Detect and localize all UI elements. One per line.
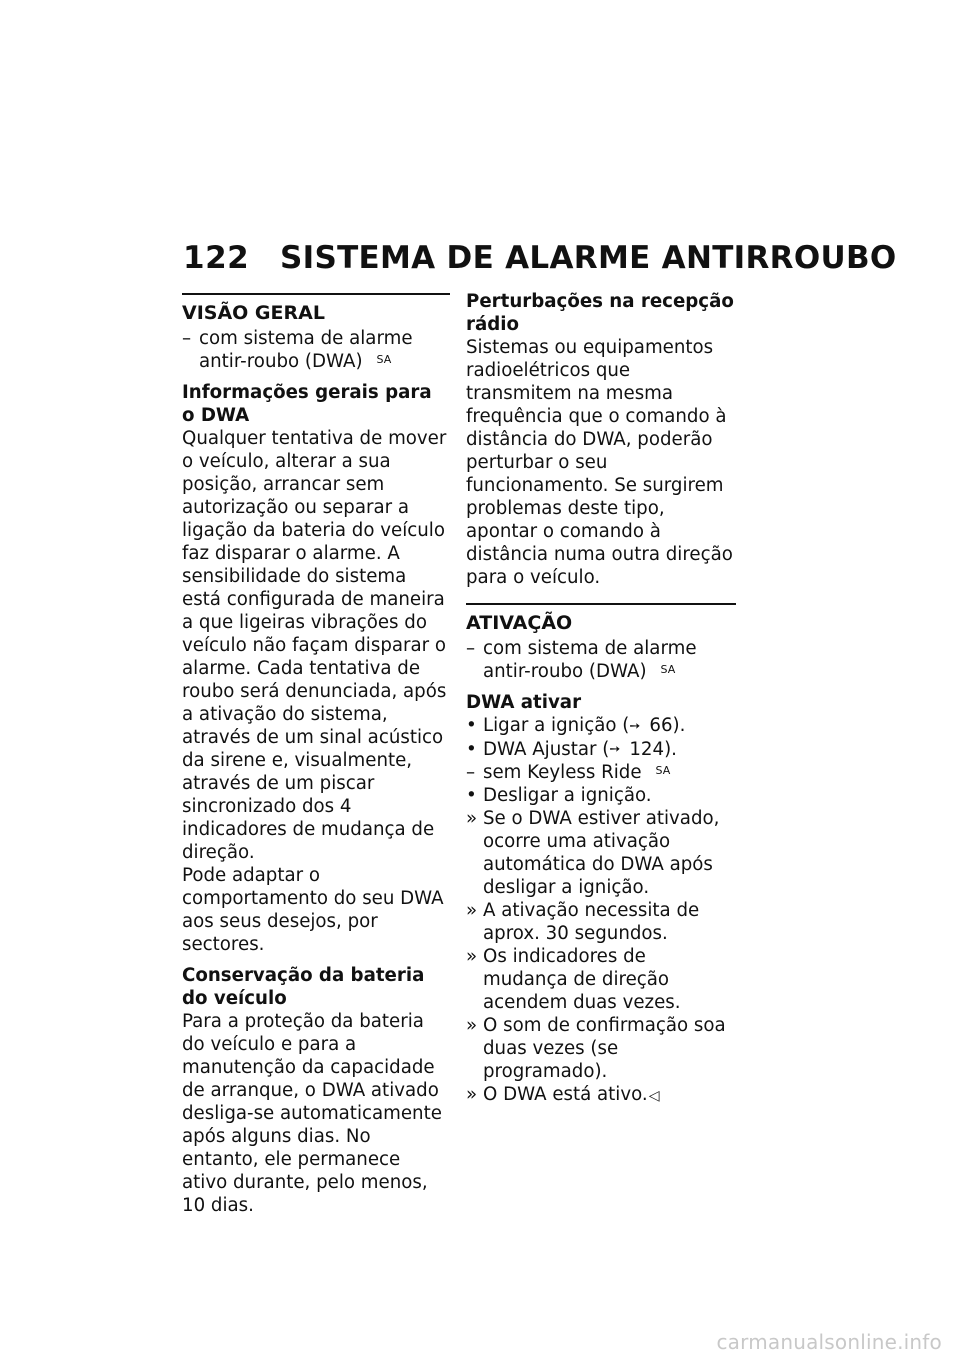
dash-mark: –	[466, 762, 476, 783]
result-text: Os indicadores de mudança de direção acendem duas vezes.	[483, 946, 681, 1013]
subsection-title: Perturbações na recepção rádio	[466, 291, 734, 335]
result-mark: »	[466, 808, 478, 829]
step-item	[466, 784, 736, 807]
subsection-title: Informações gerais para o DWA	[182, 382, 432, 426]
section-title-overview: VISÃO GERAL	[182, 302, 325, 324]
condition-item	[466, 761, 736, 784]
result-item	[466, 945, 736, 1014]
paragraph: Qualquer tentativa de mover o veículo, alterar a sua posição, arrancar sem autorização ou separar a ligação da bateria do veículo faz disparar o alarme. A sensibilidade do sistema está configurada de maneira a que ligeiras vibrações do veículo não façam disparar o alarme. Cada tentativa de roubo será denunciada, após a ativação do sistema, através de um sinal acústico da sirene e, visualmente, através de um piscar sincronizado dos 4 indicadores de mudança de direção.	[182, 428, 447, 863]
sa-badge: SA	[376, 353, 392, 366]
section-rule	[182, 293, 450, 295]
paragraph: Pode adaptar o comportamento do seu DWA aos seus desejos, por sectores.	[182, 865, 444, 955]
page-reference-arrow-icon: ➙	[629, 718, 641, 734]
result-mark: »	[466, 946, 478, 967]
condition-text: sem Keyless Ride	[483, 762, 642, 783]
bullet-mark: •	[466, 738, 477, 760]
step-text: Desligar a ignição.	[483, 785, 652, 806]
subsection-title: DWA ativar	[466, 692, 582, 713]
condition-item	[466, 637, 736, 683]
result-text: A ativação necessita de aprox. 30 segundos.	[483, 900, 700, 944]
result-text: Se o DWA estiver ativado, ocorre uma ativação automática do DWA após desligar a ignição.	[483, 808, 720, 898]
dash-mark: –	[466, 638, 476, 659]
sa-badge: SA	[655, 764, 671, 777]
page-reference-arrow-icon: ➙	[609, 742, 621, 757]
result-item	[466, 899, 736, 945]
sa-badge: SA	[660, 663, 676, 676]
result-mark: »	[466, 1084, 478, 1105]
step-text: Ligar a ignição (	[483, 715, 630, 736]
bullet-mark: •	[466, 785, 477, 806]
page-number: 122	[183, 240, 250, 276]
section-rule	[466, 603, 736, 605]
left-column	[182, 293, 450, 1217]
condition-text: com sistema de alarme antir-roubo (DWA)	[483, 638, 697, 682]
paragraph: Para a proteção da bateria do veículo e para a manutenção da capacidade de arranque, o DWA ativado desliga-se automaticamente após alguns dias. No entanto, ele permanece ativo durante, pelo menos, 10 dias.	[182, 1011, 442, 1216]
condition-text: com sistema de alarme antir-roubo (DWA)	[199, 328, 413, 372]
dash-mark: –	[182, 328, 192, 349]
step-text-close: ).	[664, 738, 677, 760]
result-item	[466, 807, 736, 899]
condition-item	[182, 327, 450, 373]
section-title-activation: ATIVAÇÃO	[466, 612, 573, 634]
chapter-title: SISTEMA DE ALARME ANTIRROUBO	[280, 240, 897, 276]
result-text: O som de confirmação soa duas vezes (se programado).	[483, 1015, 726, 1082]
result-mark: »	[466, 1015, 478, 1036]
result-mark: »	[466, 900, 478, 921]
page-reference[interactable]: 66	[649, 715, 673, 736]
step-item	[466, 738, 736, 762]
right-column	[466, 293, 736, 1108]
page-reference[interactable]: 124	[629, 738, 665, 760]
result-text: O DWA está ativo.	[483, 1084, 648, 1105]
paragraph: Sistemas ou equipamentos radioelétricos que transmitem na mesma frequência que o comando à distância do DWA, poderão perturbar o seu funcionamento. Se surgirem problemas deste tipo, apontar o comando à distância numa outra direção para o veículo.	[466, 337, 733, 588]
step-text: DWA Ajustar (	[483, 738, 610, 760]
result-item	[466, 1014, 736, 1083]
result-item	[466, 1083, 736, 1108]
watermark: carmanualsonline.info	[716, 1330, 942, 1354]
end-of-section-icon: ◁	[648, 1088, 660, 1104]
step-item	[466, 714, 736, 738]
step-text-close: ).	[672, 715, 686, 736]
page-header	[183, 240, 897, 280]
subsection-title: Conservação da bateria do veículo	[182, 965, 425, 1009]
bullet-mark: •	[466, 715, 477, 736]
